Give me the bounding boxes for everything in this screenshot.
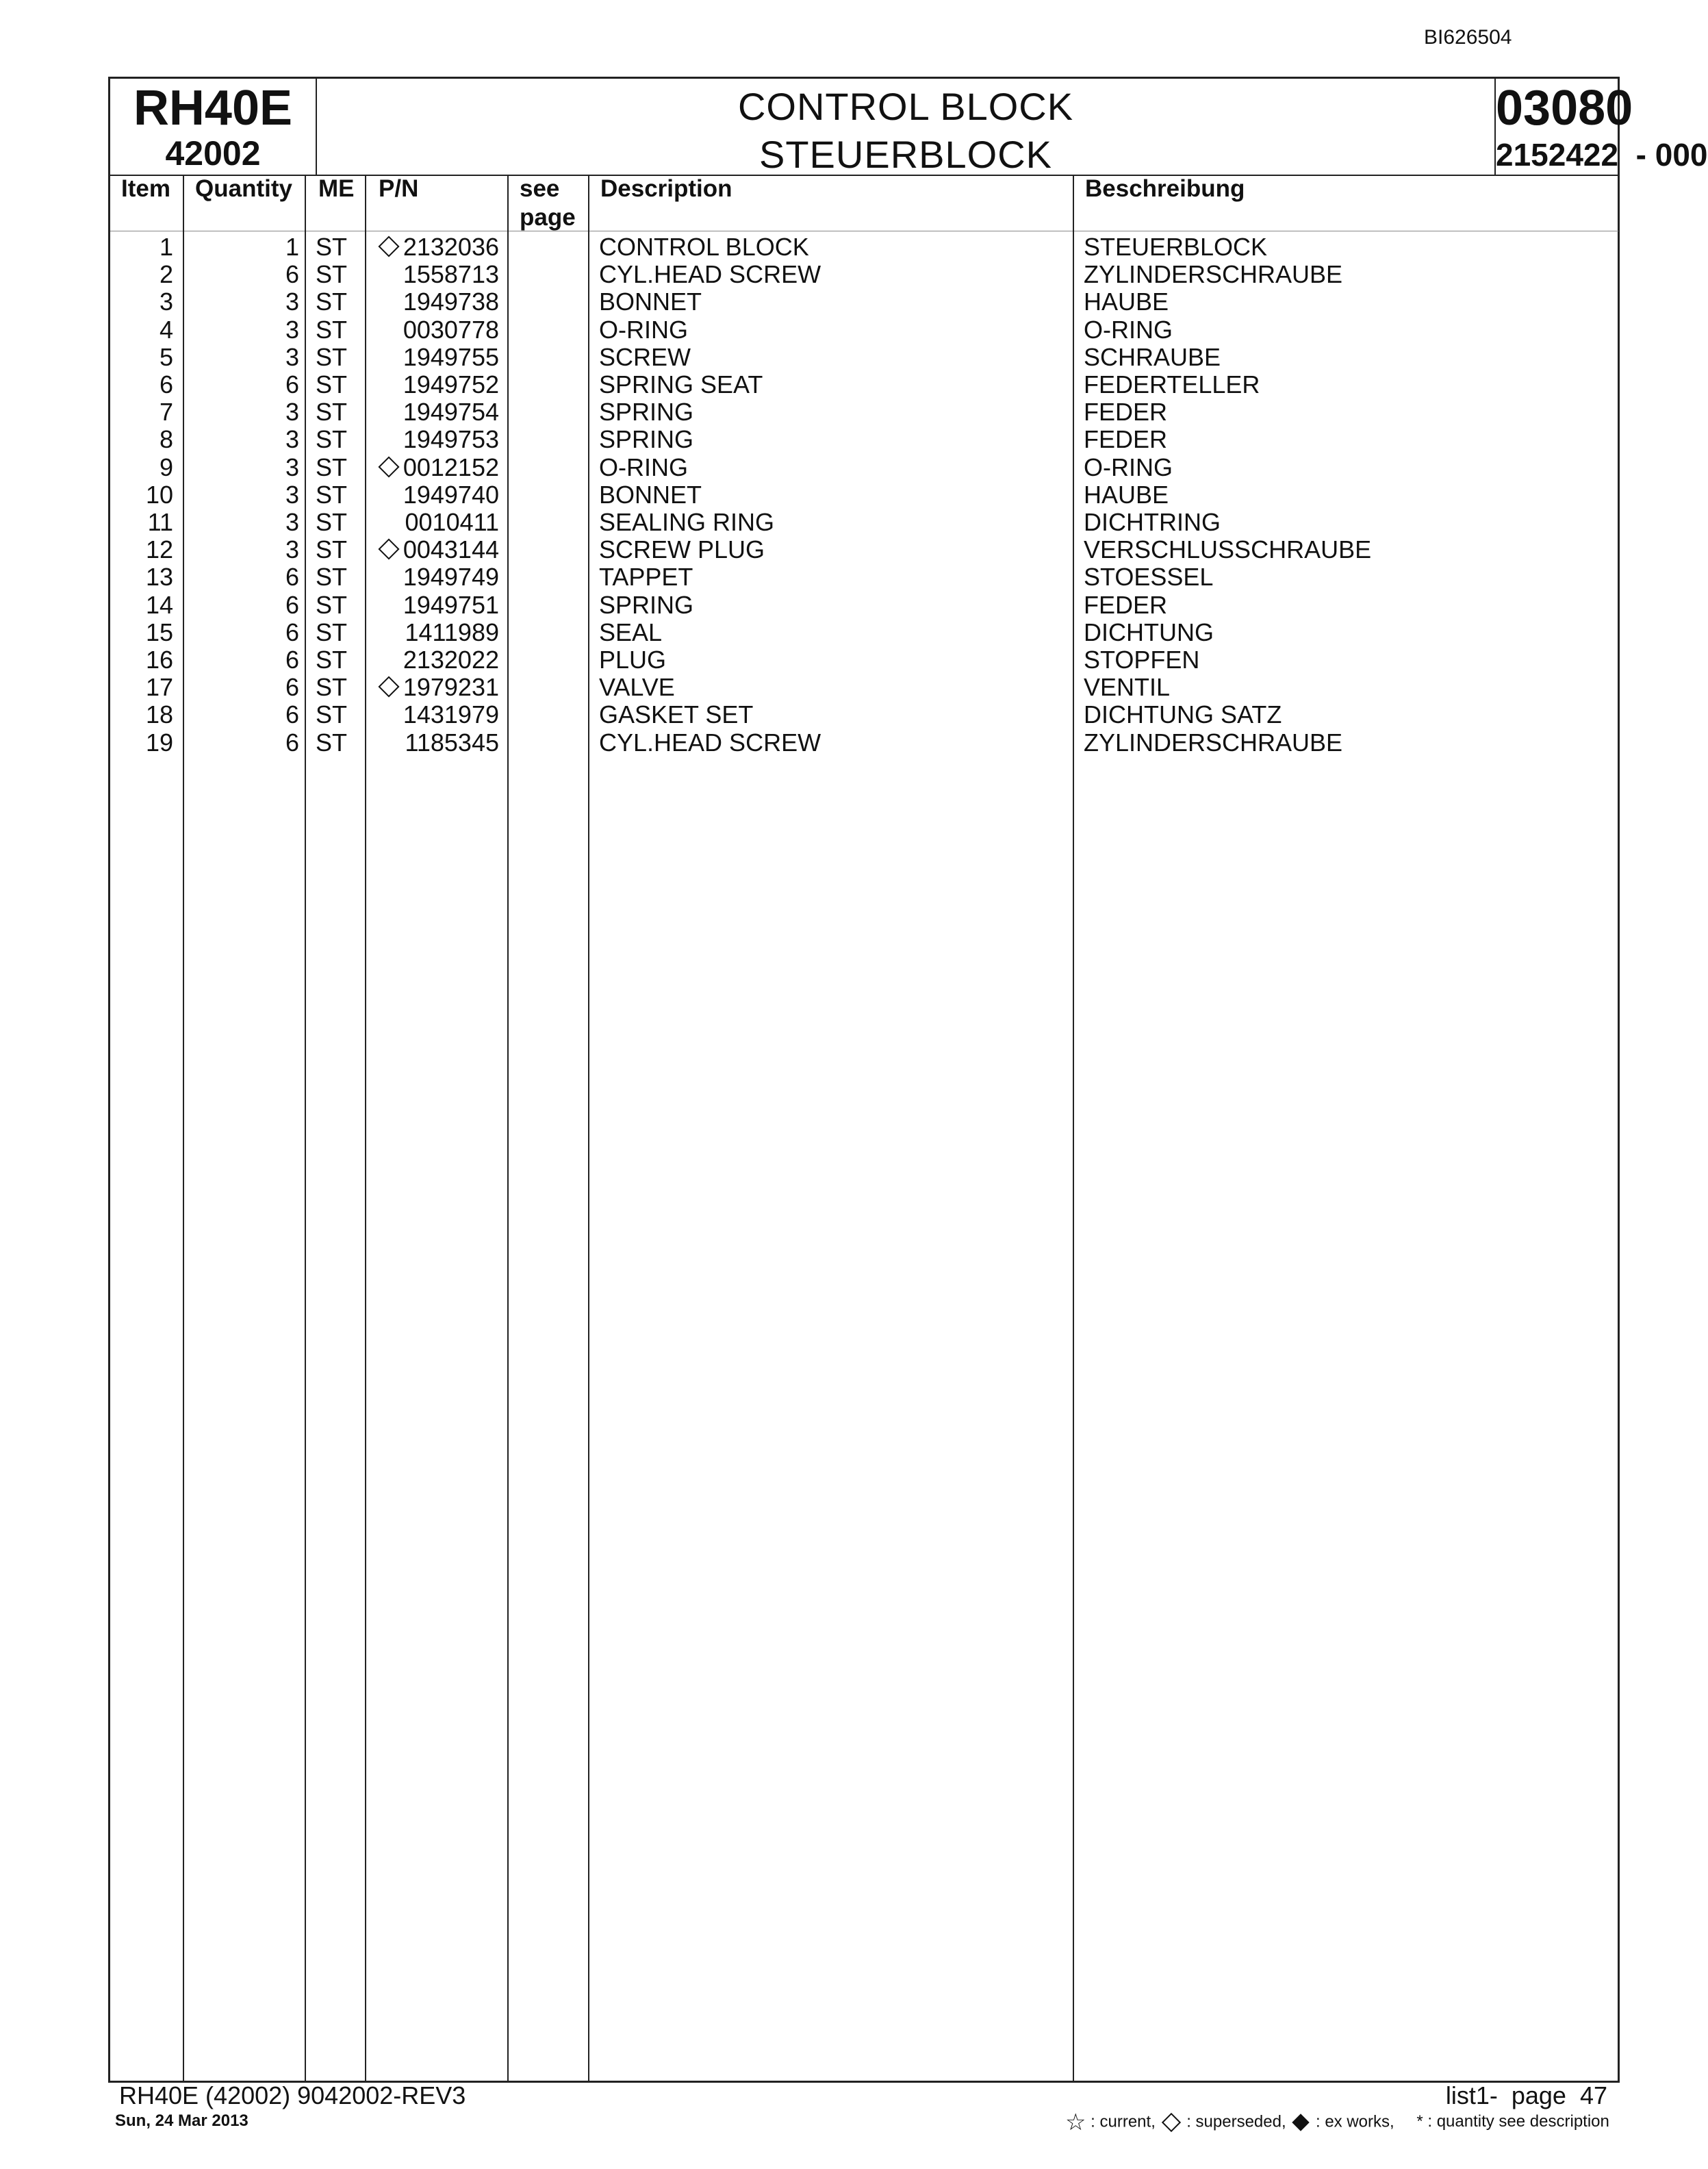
beschreibung: FEDER	[1084, 591, 1168, 619]
description: GASKET SET	[599, 700, 754, 728]
quantity: 3	[285, 288, 299, 316]
unit: ST	[316, 563, 348, 591]
item-number: 12	[145, 535, 173, 563]
beschreibung: FEDER	[1084, 398, 1168, 426]
part-number: 1949752	[403, 370, 499, 398]
part-number-cell	[368, 509, 499, 536]
quantity: 3	[285, 453, 299, 481]
unit: ST	[316, 646, 348, 674]
table-row	[110, 454, 1616, 481]
quantity: 3	[285, 508, 299, 536]
table-row	[110, 316, 1616, 344]
table-row	[110, 674, 1616, 701]
diamond-outline-icon	[1161, 2113, 1180, 2132]
part-number: 1431979	[403, 700, 499, 728]
part-number-cell	[368, 454, 499, 481]
part-number: 1949738	[403, 288, 499, 316]
title-english: CONTROL BLOCK	[737, 85, 1074, 128]
part-number-cell	[368, 344, 499, 371]
document-reference: BI626504	[1424, 26, 1512, 49]
legend-ex-works: : ex works,	[1315, 2112, 1394, 2131]
diamond-outline-icon	[378, 539, 399, 560]
description: PLUG	[599, 646, 667, 674]
footer-date: Sun, 24 Mar 2013	[115, 2111, 248, 2130]
table-row	[110, 398, 1616, 426]
item-number: 11	[147, 508, 173, 536]
quantity: 6	[285, 646, 299, 674]
beschreibung: ZYLINDERSCHRAUBE	[1084, 260, 1343, 288]
quantity: 3	[285, 398, 299, 426]
part-reference: 2152422 - 000	[1496, 137, 1708, 173]
footer-document-line: RH40E (42002) 9042002-REV3	[119, 2081, 466, 2109]
beschreibung: DICHTUNG SATZ	[1084, 700, 1282, 728]
item-number: 1	[159, 233, 173, 261]
part-number: 1979231	[403, 673, 499, 701]
table-row	[110, 592, 1616, 619]
description: SEALING RING	[599, 508, 775, 536]
unit: ST	[316, 535, 348, 563]
item-number: 14	[145, 591, 173, 619]
part-number: 1411989	[405, 618, 499, 646]
description: CYL.HEAD SCREW	[599, 728, 821, 757]
unit: ST	[316, 728, 348, 757]
model-serial: 42002	[165, 134, 261, 173]
beschreibung: HAUBE	[1084, 288, 1169, 316]
description: SPRING	[599, 398, 694, 426]
quantity: 6	[285, 370, 299, 398]
unit: ST	[316, 591, 348, 619]
description: VALVE	[599, 673, 675, 701]
beschreibung: FEDERTELLER	[1084, 370, 1260, 398]
unit: ST	[316, 673, 348, 701]
part-number: 0043144	[403, 535, 499, 563]
item-number: 18	[145, 700, 173, 728]
col-header-item: Item	[121, 175, 170, 202]
description: SEAL	[599, 618, 663, 646]
description: CONTROL BLOCK	[599, 233, 809, 261]
unit: ST	[316, 398, 348, 426]
description: SCREW	[599, 343, 691, 371]
table-row	[110, 701, 1616, 728]
beschreibung: STEUERBLOCK	[1084, 233, 1268, 261]
unit: ST	[316, 618, 348, 646]
description: O-RING	[599, 316, 688, 344]
star-outline-icon: ☆	[1065, 2109, 1086, 2135]
beschreibung: DICHTUNG	[1084, 618, 1214, 646]
quantity: 6	[285, 728, 299, 757]
group-number: 03080	[1496, 81, 1633, 136]
diamond-filled-icon	[1292, 2114, 1310, 2131]
item-number: 8	[159, 425, 173, 453]
unit: ST	[316, 700, 348, 728]
part-number-cell	[368, 261, 499, 288]
quantity: 6	[285, 700, 299, 728]
description: SCREW PLUG	[599, 535, 765, 563]
unit: ST	[316, 453, 348, 481]
quantity: 1	[285, 233, 299, 261]
beschreibung: O-RING	[1084, 453, 1173, 481]
table-row	[110, 536, 1616, 563]
item-number: 15	[145, 618, 173, 646]
part-number: 1949754	[403, 398, 499, 426]
part-number-cell	[368, 288, 499, 316]
quantity: 3	[285, 425, 299, 453]
part-number-cell	[368, 233, 499, 261]
part-number: 0010411	[405, 508, 499, 536]
part-number-cell	[368, 316, 499, 344]
part-number: 1949755	[403, 343, 499, 371]
item-number: 19	[145, 728, 173, 757]
table-row	[110, 509, 1616, 536]
unit: ST	[316, 508, 348, 536]
item-number: 13	[145, 563, 173, 591]
col-header-see: see	[520, 175, 560, 202]
description: SPRING	[599, 591, 694, 619]
table-row	[110, 261, 1616, 288]
part-number: 1558713	[403, 260, 499, 288]
table-row	[110, 288, 1616, 316]
diamond-outline-icon	[378, 676, 399, 698]
table-row	[110, 646, 1616, 674]
footer-page: list1- page 47	[1445, 2081, 1607, 2109]
col-header-me: ME	[318, 175, 355, 202]
part-number: 0012152	[403, 453, 499, 481]
item-number: 10	[145, 481, 173, 509]
table-row	[110, 619, 1616, 646]
diamond-outline-icon	[378, 236, 399, 257]
quantity: 6	[285, 673, 299, 701]
legend	[1065, 2109, 1609, 2136]
beschreibung: ZYLINDERSCHRAUBE	[1084, 728, 1343, 757]
beschreibung: SCHRAUBE	[1084, 343, 1221, 371]
item-number: 5	[159, 343, 173, 371]
quantity: 6	[285, 591, 299, 619]
item-number: 17	[145, 673, 173, 701]
beschreibung: DICHTRING	[1084, 508, 1221, 536]
item-number: 7	[159, 398, 173, 426]
description: TAPPET	[599, 563, 693, 591]
quantity: 6	[285, 260, 299, 288]
part-number-cell	[368, 426, 499, 453]
part-number: 2132022	[403, 646, 499, 674]
col-header-beschreibung: Beschreibung	[1085, 175, 1245, 202]
description: SPRING	[599, 425, 694, 453]
legend-current: : current,	[1091, 2112, 1156, 2131]
title-german: STEUERBLOCK	[759, 133, 1052, 176]
beschreibung: VERSCHLUSSCHRAUBE	[1084, 535, 1372, 563]
beschreibung: VENTIL	[1084, 673, 1171, 701]
legend-superseded: : superseded,	[1186, 2112, 1286, 2131]
part-number-cell	[368, 481, 499, 509]
beschreibung: STOESSEL	[1084, 563, 1214, 591]
description: CYL.HEAD SCREW	[599, 260, 821, 288]
col-header-description: Description	[600, 175, 732, 202]
part-number: 0030778	[403, 316, 499, 344]
item-number: 2	[159, 260, 173, 288]
part-number-cell	[368, 701, 499, 728]
unit: ST	[316, 316, 348, 344]
unit: ST	[316, 481, 348, 509]
part-number-cell	[368, 563, 499, 591]
unit: ST	[316, 260, 348, 288]
part-number: 1949753	[403, 425, 499, 453]
description: BONNET	[599, 288, 702, 316]
item-number: 3	[159, 288, 173, 316]
item-number: 4	[159, 316, 173, 344]
quantity: 3	[285, 343, 299, 371]
part-number-cell	[368, 646, 499, 674]
quantity: 6	[285, 563, 299, 591]
beschreibung: FEDER	[1084, 425, 1168, 453]
part-number: 2132036	[403, 233, 499, 261]
col-header-pn: P/N	[379, 175, 419, 202]
item-number: 16	[145, 646, 173, 674]
part-number-cell	[368, 729, 499, 757]
quantity: 3	[285, 316, 299, 344]
diamond-outline-icon	[378, 457, 399, 478]
table-row	[110, 371, 1616, 398]
col-header-page: page	[520, 204, 576, 231]
table-row	[110, 729, 1616, 757]
description: BONNET	[599, 481, 702, 509]
unit: ST	[316, 233, 348, 261]
beschreibung: STOPFEN	[1084, 646, 1200, 674]
beschreibung: O-RING	[1084, 316, 1173, 344]
beschreibung: HAUBE	[1084, 481, 1169, 509]
quantity: 6	[285, 618, 299, 646]
table-row	[110, 426, 1616, 453]
part-number-cell	[368, 536, 499, 563]
description: O-RING	[599, 453, 688, 481]
col-header-quantity: Quantity	[195, 175, 292, 202]
model-name: RH40E	[133, 81, 293, 136]
description: SPRING SEAT	[599, 370, 763, 398]
part-number-cell	[368, 619, 499, 646]
part-number-cell	[368, 674, 499, 701]
part-number: 1185345	[405, 728, 499, 757]
part-number-cell	[368, 371, 499, 398]
parts-list-frame	[108, 77, 1708, 2083]
part-number: 1949749	[403, 563, 499, 591]
part-number: 1949740	[403, 481, 499, 509]
unit: ST	[316, 288, 348, 316]
item-number: 9	[159, 453, 173, 481]
unit: ST	[316, 343, 348, 371]
part-number-cell	[368, 592, 499, 619]
quantity: 3	[285, 481, 299, 509]
unit: ST	[316, 370, 348, 398]
part-number-cell	[368, 398, 499, 426]
table-row	[110, 481, 1616, 509]
legend-quantity: * : quantity see description	[1416, 2112, 1609, 2131]
table-row	[110, 344, 1616, 371]
table-row	[110, 563, 1616, 591]
item-number: 6	[159, 370, 173, 398]
unit: ST	[316, 425, 348, 453]
table-row	[110, 233, 1616, 261]
part-number: 1949751	[403, 591, 499, 619]
quantity: 3	[285, 535, 299, 563]
